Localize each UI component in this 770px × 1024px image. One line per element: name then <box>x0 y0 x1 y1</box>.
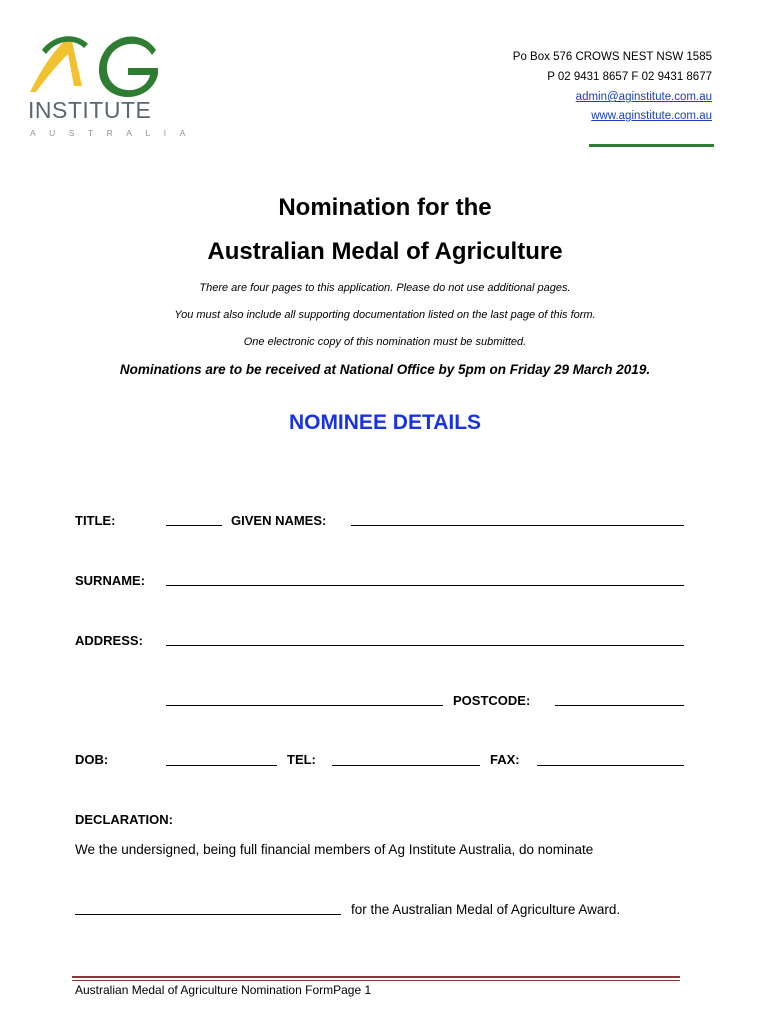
header-green-rule <box>589 144 714 147</box>
footer-text: Australian Medal of Agriculture Nomination FormPage 1 <box>75 983 372 997</box>
contact-email-link[interactable]: admin@aginstitute.com.au <box>575 91 712 103</box>
fax-label: FAX: <box>490 752 520 767</box>
logo-letter-g <box>99 37 158 98</box>
dob-label: DOB: <box>75 752 109 767</box>
declaration-text: We the undersigned, being full financial members of Ag Institute Australia, do nominate <box>75 842 594 857</box>
nominee-name-field[interactable] <box>75 914 341 915</box>
surname-label: SURNAME: <box>75 573 146 588</box>
contact-po-box: Po Box 576 CROWS NEST NSW 1585 <box>512 51 712 63</box>
logo-institute-text: INSTITUTE <box>28 97 152 123</box>
award-text: for the Australian Medal of Agriculture Award. <box>351 902 621 917</box>
tel-field[interactable] <box>332 765 480 766</box>
title-field[interactable] <box>166 525 222 526</box>
footer-rule <box>72 976 680 978</box>
title-label: TITLE: <box>75 513 116 528</box>
page-title-line1: Nomination for the <box>278 194 492 221</box>
fax-field[interactable] <box>537 765 684 766</box>
tel-label: TEL: <box>287 752 316 767</box>
postcode-field[interactable] <box>555 705 684 706</box>
declaration-label: DECLARATION: <box>75 812 173 827</box>
section-heading-nominee-details: NOMINEE DETAILS <box>288 411 482 434</box>
surname-field[interactable] <box>166 585 684 586</box>
note-documentation: You must also include all supporting documentation listed on the last page of this form. <box>174 309 596 321</box>
logo-australia-text: AUSTRALIA <box>30 128 199 138</box>
given-names-field[interactable] <box>351 525 684 526</box>
ag-institute-logo <box>24 28 174 143</box>
address-field-line1[interactable] <box>166 645 684 646</box>
contact-phone-fax: P 02 9431 8657 F 02 9431 8677 <box>547 71 712 83</box>
note-pages: There are four pages to this application. Please do not use additional pages. <box>199 282 571 294</box>
note-electronic-copy: One electronic copy of this nomination must be submitted. <box>243 336 527 348</box>
dob-field[interactable] <box>166 765 277 766</box>
contact-website-link[interactable]: www.aginstitute.com.au <box>591 110 712 122</box>
postcode-label: POSTCODE: <box>453 693 531 708</box>
address-label: ADDRESS: <box>75 633 143 648</box>
footer-rule-thin <box>72 980 680 981</box>
page-title-line2: Australian Medal of Agriculture <box>207 238 563 265</box>
given-names-label: GIVEN NAMES: <box>231 513 327 528</box>
deadline-notice: Nominations are to be received at National Office by 5pm on Friday 29 March 2019. <box>119 362 651 377</box>
address-field-line2[interactable] <box>166 705 443 706</box>
logo-yellow-swoosh <box>30 39 82 92</box>
